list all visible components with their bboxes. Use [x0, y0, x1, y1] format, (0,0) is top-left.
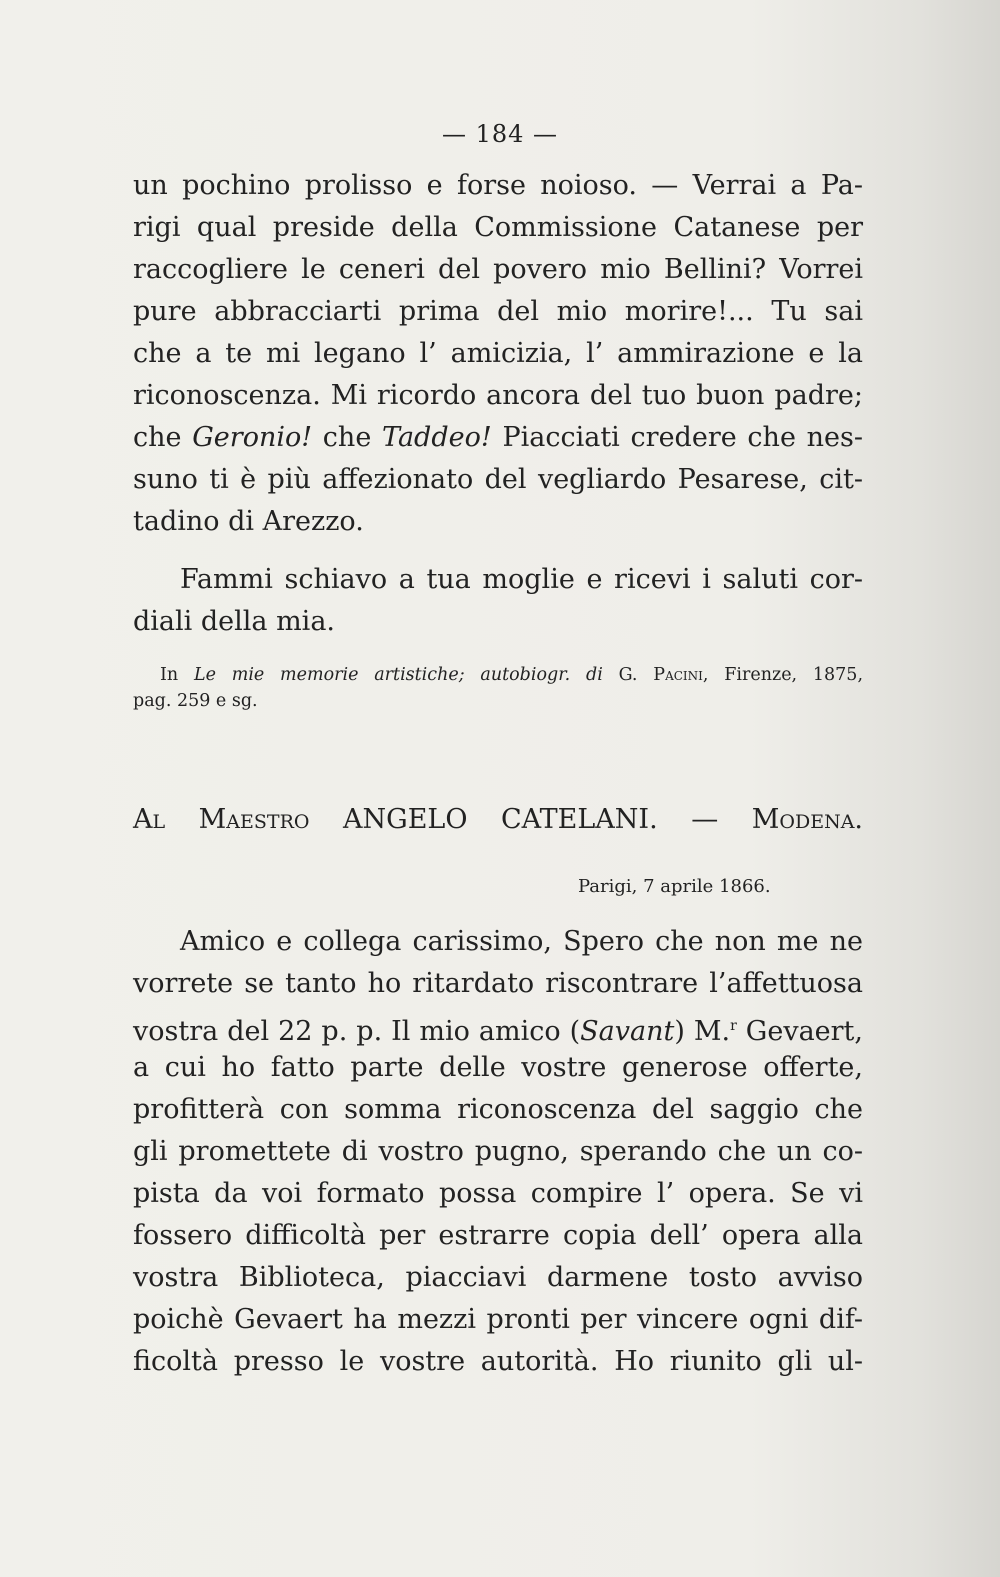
- text-line: Amico e collega carissimo, Spero che non me ne: [180, 926, 863, 957]
- source-note: [160, 663, 863, 687]
- heading-city: Modena.: [751, 804, 864, 835]
- text-line: [133, 418, 863, 458]
- text-line: che a te mi legano l’ amicizia, l’ ammirazione e la: [133, 338, 863, 369]
- text-line: pure abbracciarti prima del mio morire!... Tu sai: [133, 296, 863, 327]
- text-line: poichè Gevaert ha mezzi pronti per vincere ogni dif-: [133, 1304, 863, 1335]
- note-rest: , Firenze, 1875,: [702, 665, 864, 685]
- text-line: riconoscenza. Mi ricordo ancora del tuo buon padre;: [133, 380, 863, 411]
- note-author: Pacini: [653, 665, 703, 685]
- dateline: Parigi, 7 aprile 1866.: [578, 876, 771, 897]
- text-line: gli promettete di vostro pugno, sperando che un co-: [133, 1136, 863, 1167]
- source-note-line2: pag. 259 e sg.: [133, 691, 258, 711]
- text-line: pista da voi formato possa compire l’ opera. Se vi: [133, 1178, 863, 1209]
- text-span: Piacciati credere che nes-: [491, 422, 864, 453]
- text-line: fossero difficoltà per estrarre copia dell’ opera alla: [133, 1220, 863, 1251]
- superscript: r: [730, 1018, 737, 1034]
- text-line: vorrete se tanto ho ritardato riscontrare l’affettuosa: [133, 968, 863, 999]
- letter-heading: [133, 800, 863, 840]
- text-line: tadino di Arezzo.: [133, 506, 364, 537]
- text-line: a cui ho fatto parte delle vostre generose offerte,: [133, 1052, 863, 1083]
- text-span: che: [133, 422, 193, 453]
- text-span: ) M.: [674, 1016, 731, 1047]
- italic-name: Geronio!: [192, 422, 313, 453]
- heading-maestro: Maestro: [198, 804, 310, 835]
- text-line: [133, 1006, 863, 1052]
- page-number: — 184 —: [441, 120, 559, 148]
- heading-al: Al: [133, 804, 166, 835]
- closing-line: diali della mia.: [133, 606, 335, 637]
- italic-word: Savant: [580, 1016, 675, 1047]
- text-line: suno ti è più affezionato del vegliardo Pesarese, cit-: [133, 464, 863, 495]
- note-prefix: In: [160, 665, 194, 685]
- text-line: ficoltà presso le vostre autorità. Ho riunito gli ul-: [133, 1346, 863, 1377]
- text-span: che: [312, 422, 383, 453]
- text-line: raccogliere le ceneri del povero mio Bellini? Vorrei: [133, 254, 863, 285]
- note-initial: G.: [602, 665, 654, 685]
- text-span: vostra del 22 p. p. Il mio amico (: [133, 1016, 581, 1047]
- heading-name: ANGELO CATELANI.: [343, 804, 658, 835]
- closing-line: Fammi schiavo a tua moglie e ricevi i saluti cor-: [180, 564, 863, 595]
- italic-name: Taddeo!: [382, 422, 492, 453]
- text-line: un pochino prolisso e forse noioso. — Verrai a Pa-: [133, 170, 863, 201]
- text-span: Gevaert,: [736, 1016, 863, 1047]
- note-title: Le mie memorie artistiche; autobiogr. di: [193, 665, 603, 685]
- text-line: rigi qual preside della Commissione Catanese per: [133, 212, 863, 243]
- text-line: vostra Biblioteca, piacciavi darmene tosto avviso: [133, 1262, 863, 1293]
- heading-dash: —: [691, 804, 719, 835]
- text-line: profitterà con somma riconoscenza del saggio che: [133, 1094, 863, 1125]
